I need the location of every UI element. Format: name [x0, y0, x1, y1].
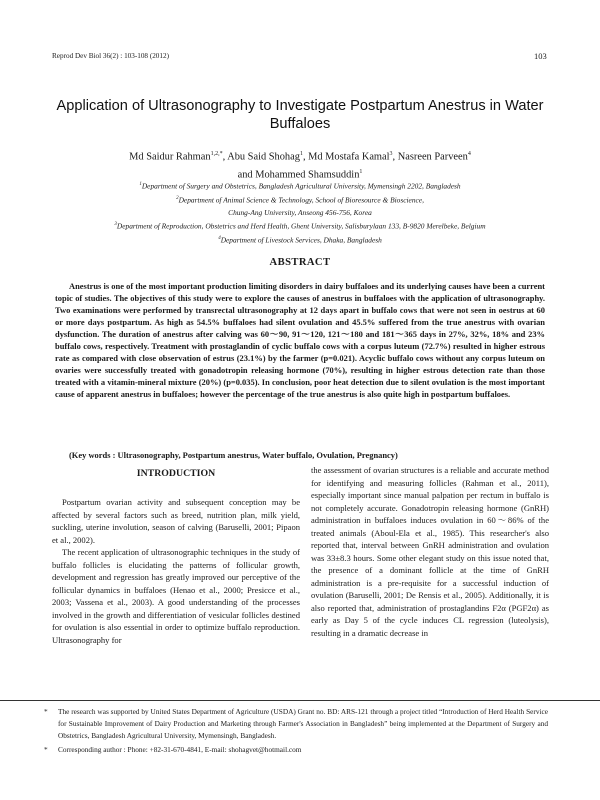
page-number: 103	[534, 51, 547, 61]
affiliation-marker: 3	[114, 222, 117, 228]
keywords: (Key words : Ultrasonography, Postpartum anestrus, Water buffalo, Ovulation, Pregnancy)	[69, 450, 398, 460]
footnote-text: The research was supported by United States Department of Agriculture (USDA) Grant no. BD: ARS-121 through a project titled “Introduction of Herd Health Service for Sustainable Improvement of Dairy Production and Marketing through Farmer's Association in Bangladesh” being implemented at the Department of Surgery and Obstetrics, Bangladesh Agricultural University, Mymensingh, Bangladesh.	[58, 707, 548, 740]
footnote-marker: *	[44, 745, 48, 754]
author-name: Md Saidur Rahman	[129, 151, 211, 163]
intro-paragraph: the assessment of ovarian structures is a reliable and accurate method for identifying and measuring follicles (Rahman et al., 2011), especially important since manual palpation per rectum in buffalo is not completely accurate. Gonadotropin releasing hormone (GnRH) administration in buffaloes induces ovulation in 60～86% of the treated animals (Aboul-Ela et al., 1985). This researcher's also reported that, interval between GnRH administration and ovulation was 33±8.3 hours. Some other elegant study on this issue noted that, the presence of a dominant follicle at the time of GnRH administration is a pre-requisite for a successful induction of ovulation (Baruselli, 2001; De Rensis et al., 2005). Additionally, it is also reported that, administration of prostaglandins F2α (PGF2α) as early as Day 5 of the cycle induces CL regression (luteolysis), resulting in a dramatic decrease in	[311, 465, 549, 638]
footnote-corresponding	[44, 744, 548, 756]
affiliation-marker: 1	[139, 182, 142, 187]
affiliation-line	[40, 193, 560, 207]
affiliations	[40, 179, 560, 247]
author-name: Md Mostafa Kamal	[308, 151, 390, 163]
affiliation-text: Department of Animal Science & Technology, School of Bioresource & Bioscience,	[178, 195, 424, 205]
abstract-text: Anestrus is one of the most important production limiting disorders in dairy buffaloes and its underlying causes have been a current topic of studies. The objectives of this study were to explore the causes of anestrus in buffaloes with the application of ultrasonography. Two examinations were performed by transrectal ultrasonography at 12 days apart in buffalo cows that were not seen in oestrus at 60 or more days postpartum. As high as 54.5% buffaloes had silent ovulation and 45.5% suffered from the true anestrus with ovarian dysfunction. The duration of anestrus after calving was 60～90, 91～120, 121～180 and 181～365 days in 27%, 32%, 18% and 23% buffalo cows, respectively. Treatment with prostaglandin of cyclic buffalo cows with a corpus luteum (72.7%) resulted in higher estrous rate as compared with close observation of estrus (23.1%) by the farmer (p=0.021). Acyclic buffalo cows without any corpus luteum on ovaries were successfully treated with gonadotropin releasing hormone (70%), resulting in higher estrous detection rate than those treated with a vitamin-mineral mixture (20%) (p=0.035). In conclusion, poor heat detection due to silent ovulation is the most important cause of apparent anestrus in buffaloes; however the percentage of the true anestrus is also quite high in postpartum buffaloes.	[55, 281, 545, 399]
affiliation-text: Department of Livestock Services, Dhaka, Bangladesh	[220, 235, 382, 245]
affiliation-line	[40, 207, 560, 219]
author-name: Nasreen Parveen	[397, 151, 468, 163]
author-name: Abu Said Shohag	[227, 151, 300, 163]
affiliation-text: Chung-Ang University, Anseong 456-756, Korea	[228, 207, 372, 217]
author-affil-marker: 4	[467, 151, 471, 157]
author-affil-marker: 3	[389, 151, 393, 157]
intro-paragraph: Postpartum ovarian activity and subsequent conception may be affected by several factors such as breed, nutrition plan, milk yield, suckling, uterine involution, season of calving (Baruselli, 2001; Pipaon et al., 2002).	[52, 497, 300, 545]
footnote-divider	[0, 700, 600, 701]
author-affil-marker: 1	[299, 151, 303, 157]
author-affil-marker: 1,2,*	[210, 151, 223, 157]
footnote-funding	[44, 706, 548, 742]
affiliation-line	[40, 219, 560, 233]
affiliation-line	[40, 179, 560, 193]
affiliation-marker: 4	[218, 236, 221, 242]
intro-paragraph: The recent application of ultrasonographic techniques in the study of buffalo follicles is elucidating the patterns of follicular growth, development and regression has greatly improved our perceptive of the follicular dynamics in buffaloes (Henao et al., 2000; Presicce et al., 2003; Vassena et al., 2003). A good understanding of the processes involved in the growth and differentiation of vesicular follicles destined for ovulation is also essential in order to optimize buffalo reproduction. Ultrasonography for	[52, 547, 300, 645]
affiliation-line	[40, 233, 560, 247]
abstract-heading: ABSTRACT	[269, 257, 331, 268]
author-list: Md Saidur Rahman$^{1,2,*}$, Abu Said Shohag$^1$, Md Mostafa Kamal$^3$, Nasreen Parveen$^4$ and Mohammed Shamsuddin$^1$	[129, 151, 471, 181]
footnote-marker: *	[44, 707, 48, 716]
footnotes	[44, 706, 548, 756]
running-head: Reprod Dev Biol 36(2) : 103-108 (2012)	[52, 52, 169, 60]
author-name: Mohammed Shamsuddin	[255, 169, 360, 181]
affiliation-text: Department of Reproduction, Obstetrics and Herd Health, Ghent University, Salisburylaan 133, B-9820 Merelbeke, Belgium	[116, 221, 486, 231]
author-connector: and	[237, 169, 253, 181]
article-title: Application of Ultrasonography to Investigate Postpartum Anestrus in Water Buffaloes	[56, 98, 544, 132]
footnote-text: Corresponding author : Phone: +82-31-670-4841, E-mail: shohagvet@hotmail.com	[58, 745, 302, 754]
author-affil-marker: 1	[359, 168, 363, 175]
introduction-heading: INTRODUCTION	[136, 468, 216, 479]
affiliation-text: Department of Surgery and Obstetrics, Bangladesh Agricultural University, Mymensingh 2202, Bangladesh	[141, 181, 461, 191]
affiliation-marker: 2	[176, 195, 179, 201]
